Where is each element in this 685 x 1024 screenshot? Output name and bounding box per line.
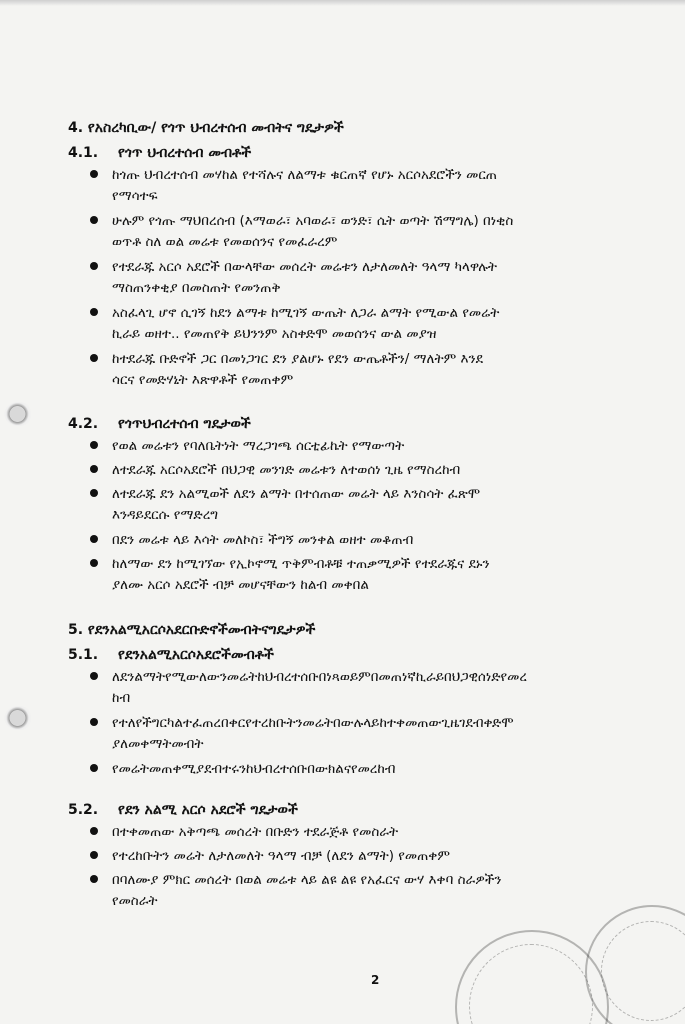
list-item: አስፈላጊ ሆኖ ሲገኝ ከደን ልማቱ ከሚገኝ ውጤት ለጋራ ልማት የሚውል የመሬት — [90, 302, 499, 325]
section-4-2-heading — [68, 416, 251, 432]
punch-hole-bottom — [4, 706, 34, 730]
bullet-icon — [90, 559, 98, 567]
list-item-continuation: ወጥቶ ስለ ወል መሬቱ የመወሰንና የመፈራረም — [112, 234, 338, 250]
bullet-icon — [90, 764, 98, 772]
section-5-1-heading — [68, 647, 274, 663]
bullet-icon — [90, 354, 98, 362]
list-item-continuation: ያለመቀማትመብት — [112, 736, 204, 752]
section-number: 5.1. — [68, 647, 99, 663]
bullet-icon — [90, 170, 98, 178]
list-item: ለተደራጁ ደን አልሚወች ለደን ልማት በተሰጠው መሬት ላይ እንስሳት ፈጽሞ — [90, 483, 480, 506]
bullet-icon — [90, 216, 98, 224]
list-item: ለተደራጁ አርሶአደሮች በህጋዊ መንገድ መሬቱን ለተወሰነ ጊዜ የማስረከብ — [90, 459, 460, 482]
list-item-continuation: ሳርና የመድሃኒት እጽዋቶች የመጠቀም — [112, 372, 294, 388]
punch-hole-top — [4, 402, 34, 426]
bullet-icon — [90, 308, 98, 316]
list-item: ከተደራጁ ቡድኖች ጋር በመነጋገር ደን ያልሆኑ የደን ውጤቶችን/ ማለትም እንደ — [90, 348, 483, 371]
section-title: የደንአልሚአርሶአደሮችመብቶች — [118, 647, 274, 663]
bullet-icon — [90, 489, 98, 497]
list-item: ለደንልማትየሚውለውንመሬትከህብረተሰቡበነጻወይምበመጠነኛኪራይበህጋዊሰነድየመረ — [90, 666, 527, 689]
section-title: የጎጥ ህብረተሰብ መብቶች — [118, 145, 252, 161]
section-title: የደን አልሚ አርሶ አደሮች ግዴታወች — [118, 802, 298, 818]
section-number: 5.2. — [68, 802, 99, 818]
list-item: በባለሙያ ምክር መሰረት በወል መሬቱ ላይ ልዩ ልዩ የአፈርና ውሃ እቀባ ስራዎችን — [90, 869, 501, 892]
section-4-1-heading — [68, 145, 251, 161]
list-item-continuation: የመስራት — [112, 893, 158, 909]
section-4-heading: 4. የአስረካቢው/ የጎጥ ህብረተሰብ መብትና ግዴታዎች — [68, 120, 344, 136]
section-5-2-heading — [68, 802, 298, 818]
bullet-icon — [90, 851, 98, 859]
list-item-continuation: ማስጠንቀቂያ በመስጠት የመንጠቅ — [112, 280, 281, 296]
bullet-icon — [90, 262, 98, 270]
list-item: በተቀመጠው አቅጣጫ መሰረት በቡድን ተደራጅቶ የመስራት — [90, 821, 398, 844]
bullet-icon — [90, 465, 98, 473]
list-item: የተለየችግርካልተፈጠረበቀርየተረከቡትንመሬትበውሉላይከተቀመጠውጊዜገደብቀድሞ — [90, 712, 514, 735]
list-item-continuation: ከብ — [112, 690, 131, 706]
page-number: 2 — [371, 973, 380, 987]
bullet-icon — [90, 672, 98, 680]
list-item-continuation: እንዳይደርሱ የማድረግ — [112, 507, 219, 523]
list-item: ከጎጡ ህብረተሰብ መሃከል የተሻሉና ለልማቱ ቁርጠኛ የሆኑ አርሶአደሮችን መርጠ — [90, 164, 497, 187]
stamp-seal-right — [585, 905, 685, 1024]
list-item-continuation: የማሳተፍ — [112, 188, 158, 204]
section-title: የጎጥህብረተሰብ ግዴታወች — [118, 416, 251, 432]
bullet-icon — [90, 827, 98, 835]
list-item-continuation: ያለሙ አርሶ አደሮች ብቻ መሆናቸውን ከልብ መቀበል — [112, 577, 369, 593]
list-item-continuation: ኪራይ ወዘተ.. የመጠየቅ ይህንንም አስቀድሞ መወሰንና ውል መያዝ — [112, 326, 437, 342]
list-item: ሁሉም የጎጡ ማህበረሰብ (እማወራ፣ አባወራ፣ ወንድ፣ ሴት ወጣት ሽማግሌ) በነቂስ — [90, 210, 513, 233]
list-item: በደን መሬቱ ላይ እሳት መለኮስ፣ ችግኝ መንቀል ወዘተ መቆጠብ — [90, 529, 413, 552]
list-item: የመሬትመጠቀሚያደብተሩንከህብረተሰቡበውክልናየመረከብ — [90, 758, 396, 781]
bullet-icon — [90, 441, 98, 449]
bullet-icon — [90, 535, 98, 543]
section-number: 4.1. — [68, 145, 99, 161]
list-item: የወል መሬቱን የባለቤትነት ማረጋገጫ ሰርቲፊኬት የማውጣት — [90, 435, 404, 458]
section-number: 4.2. — [68, 416, 99, 432]
scan-top-edge — [0, 0, 685, 6]
bullet-icon — [90, 718, 98, 726]
list-item: ከለማው ደን ከሚገኘው የኢኮኖሚ ጥቅምብቶቹ ተጠቃሚዎች የተደራጁና ደኑን — [90, 553, 490, 576]
list-item: የተደራጁ አርሶ አደሮች በውላቸው መሰረት መሬቱን ለታለመለት ዓላማ ካላዋሉት — [90, 256, 497, 279]
section-5-heading: 5. የደንአልሚአርሶአደርቡድኖችመብትናግዴታዎች — [68, 622, 316, 638]
bullet-icon — [90, 875, 98, 883]
list-item: የተረከቡትን መሬት ለታለመለት ዓላማ ብቻ (ለደን ልማት) የመጠቀም — [90, 845, 450, 868]
